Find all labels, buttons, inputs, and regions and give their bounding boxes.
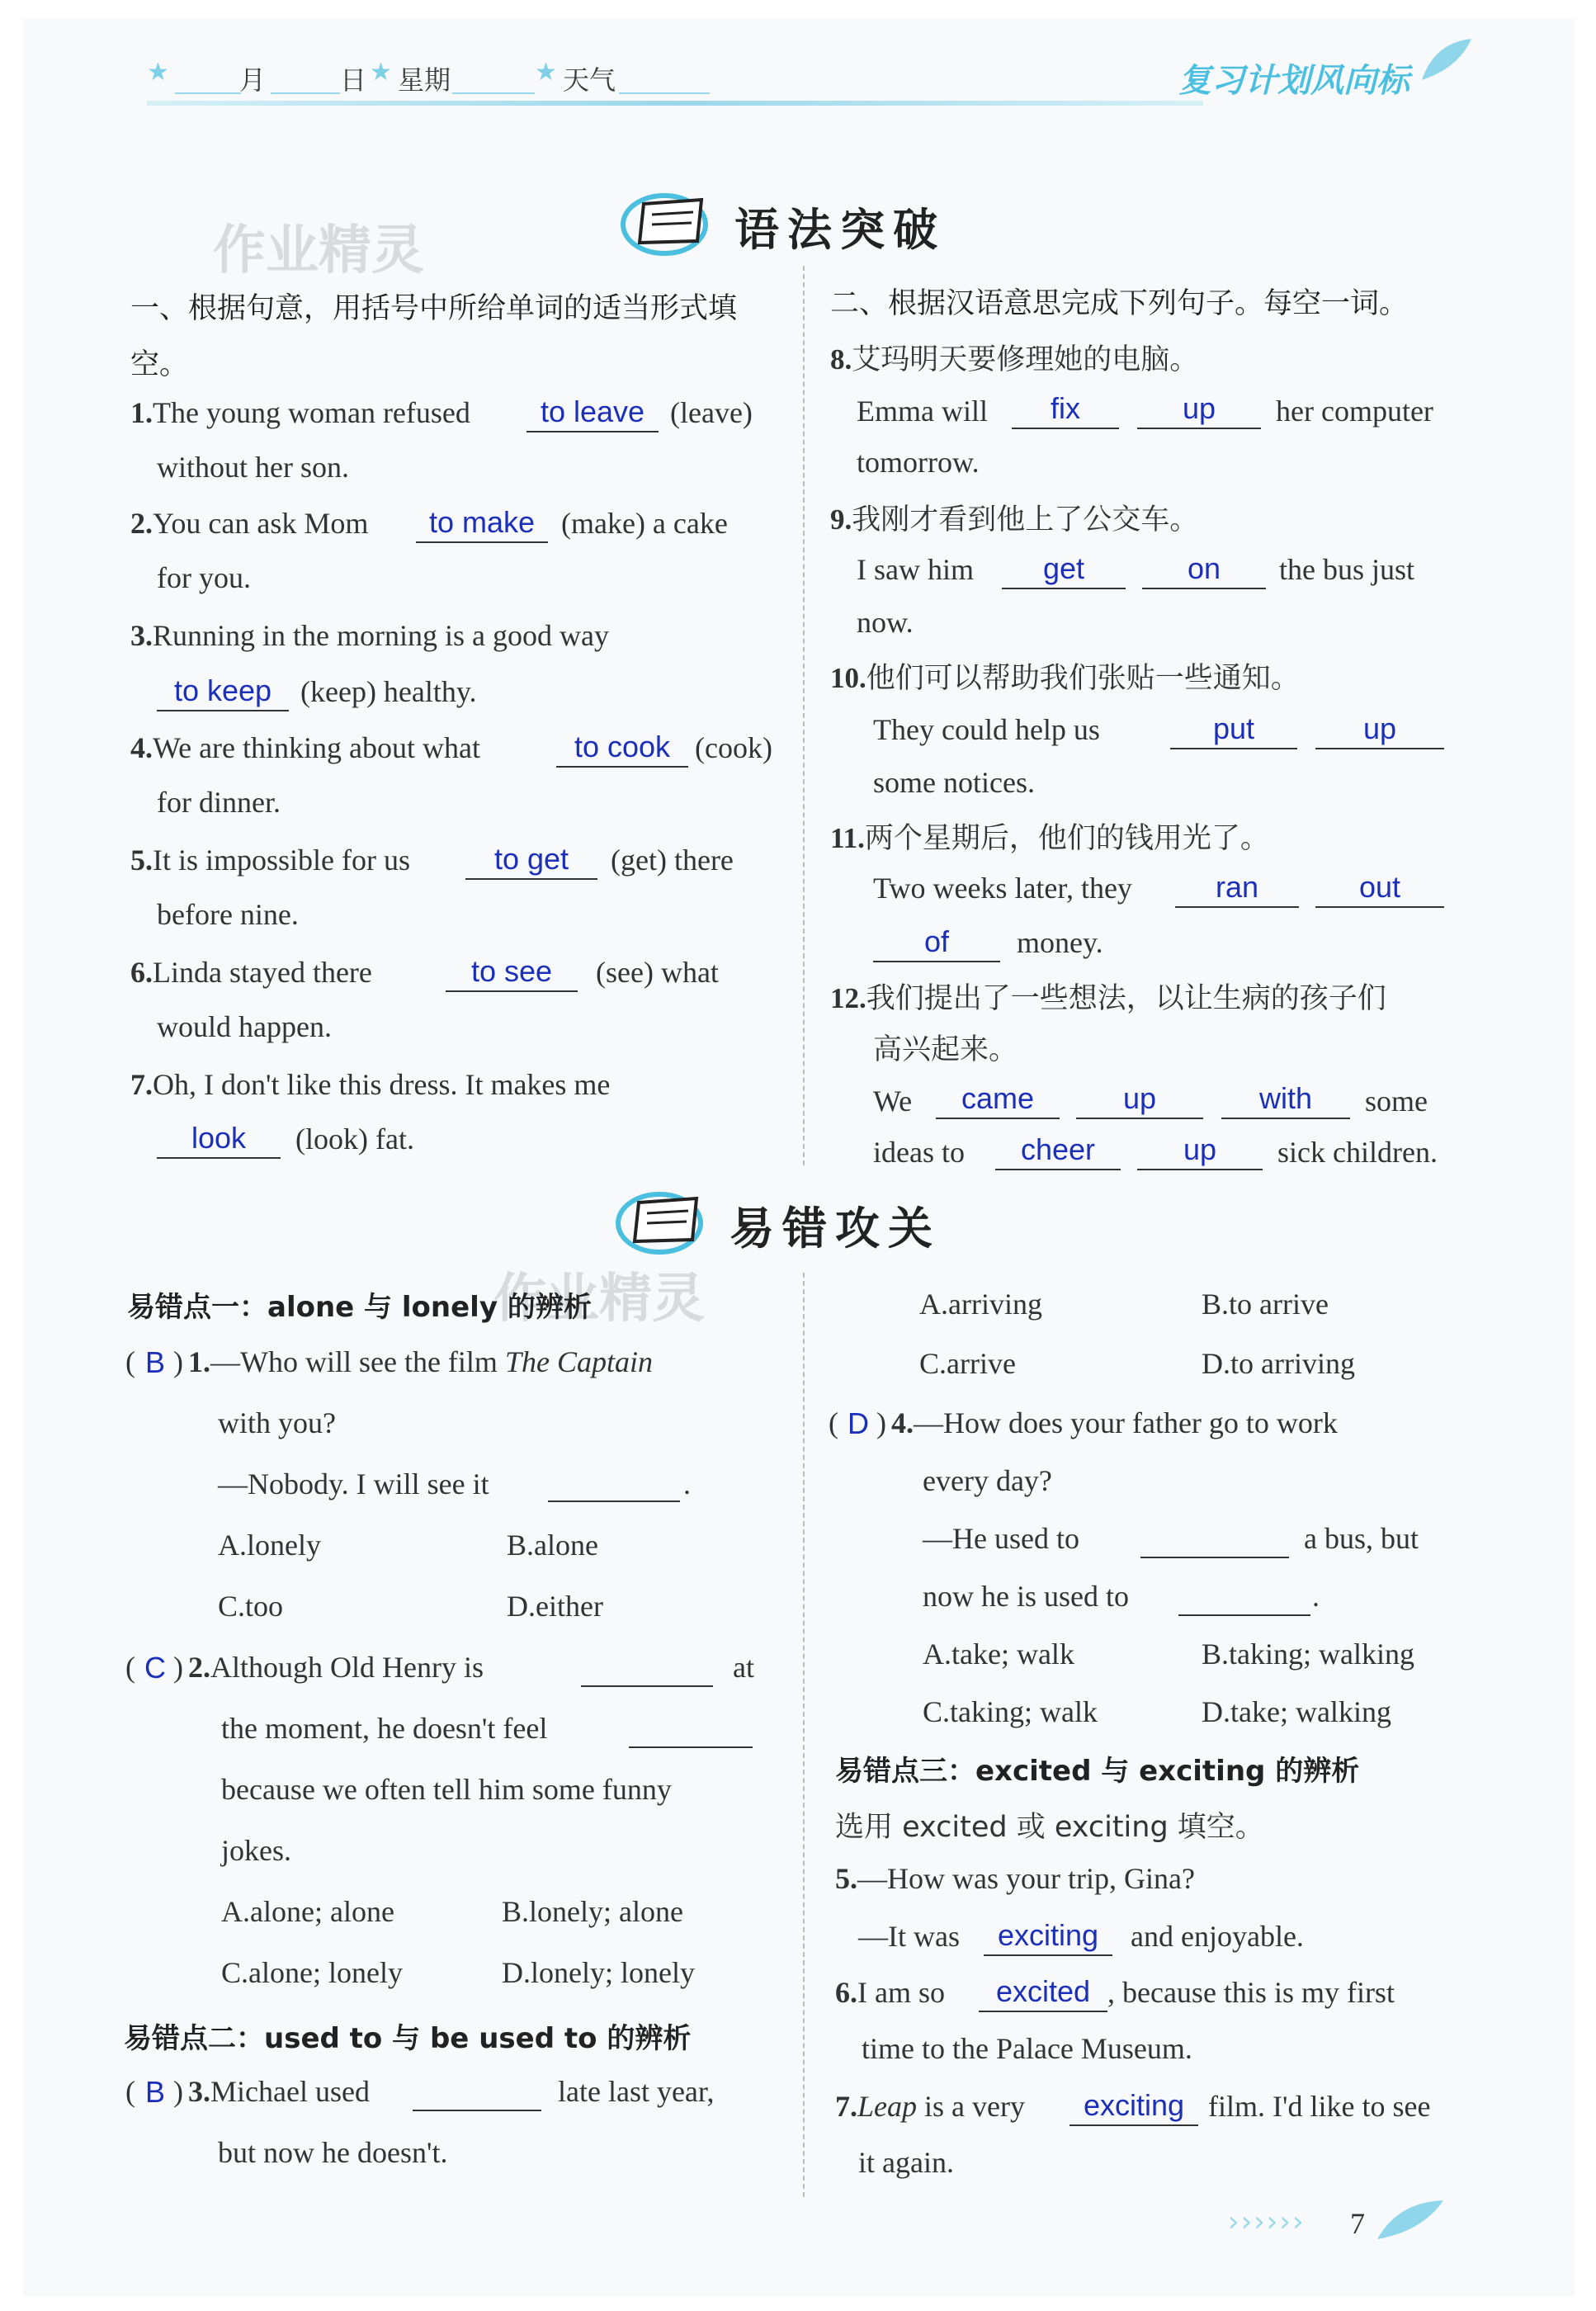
month-label: 月 <box>239 64 267 96</box>
choice-answer-3: B <box>144 2075 165 2109</box>
page-number: 7 <box>1350 2207 1365 2240</box>
answer-5: to get <box>493 842 569 876</box>
weekday-label: 星期 <box>398 64 451 96</box>
option-d: D.lonely; lonely <box>502 1956 695 1989</box>
section-title-grammar: 语法突破 <box>734 204 946 256</box>
option-a: A.arriving <box>919 1288 1042 1321</box>
answer-8b: up <box>1182 391 1216 425</box>
choice-answer-2: C <box>144 1651 166 1685</box>
question-1: 1.The young woman refused <box>130 396 470 429</box>
question-11: 11.两个星期后，他们的钱用光了。 <box>830 822 1269 855</box>
question-7: 7.Oh, I don't like this dress. It makes me <box>130 1068 611 1101</box>
weather-label: 天气 <box>563 64 616 96</box>
point-3-instruction: 选用 excited 或 exciting 填空。 <box>835 1811 1264 1844</box>
section-title-mistakes: 易错攻关 <box>730 1203 941 1255</box>
option-d: D.either <box>507 1590 603 1623</box>
question-9: 9.我刚才看到他上了公交车。 <box>830 503 1199 536</box>
answer-4: to cook <box>574 730 671 763</box>
answer-8a: fix <box>1051 391 1080 425</box>
choice-answer-4: D <box>848 1406 869 1440</box>
footer-arrows: ›››››› <box>1228 2205 1306 2238</box>
star-icon: ★ <box>535 59 557 86</box>
question-12: 12.我们提出了一些想法，以让生病的孩子们 <box>830 982 1386 1015</box>
answer-12b: up <box>1122 1081 1157 1115</box>
star-icon: ★ <box>370 59 392 86</box>
choice-answer-1: B <box>144 1345 165 1379</box>
question-3: 3.Running in the morning is a good way <box>130 619 609 652</box>
option-b: B.alone <box>507 1529 598 1562</box>
option-d: D.take; walking <box>1202 1695 1391 1728</box>
question-8: 8.艾玛明天要修理她的电脑。 <box>830 343 1199 376</box>
mc-question-2: 2.Although Old Henry is <box>188 1651 484 1684</box>
leaf-icon <box>1418 35 1476 84</box>
page-header <box>23 18 1575 109</box>
answer-3: to keep <box>173 673 272 707</box>
answer-11c: of <box>923 924 950 958</box>
folder-icon <box>619 183 726 258</box>
watermark: 作业精灵 <box>493 1269 705 1330</box>
answer-q6: excited <box>995 1974 1091 2008</box>
error-point-1: 易错点一：alone 与 lonely 的辨析 <box>127 1291 592 1324</box>
fill-question-5: 5.—How was your trip, Gina? <box>835 1862 1195 1895</box>
answer-12c: with <box>1258 1081 1313 1115</box>
question-2: 2.You can ask Mom <box>130 507 369 540</box>
answer-10b: up <box>1362 711 1397 745</box>
option-c: C.taking; walk <box>923 1695 1098 1728</box>
question-4: 4.We are thinking about what <box>130 731 480 764</box>
answer-12a: came <box>961 1081 1035 1115</box>
star-icon: ★ <box>147 59 169 86</box>
option-a: A.lonely <box>218 1529 321 1562</box>
answer-11b: out <box>1358 870 1401 904</box>
answer-q5: exciting <box>997 1918 1099 1952</box>
watermark: 作业精灵 <box>213 220 424 281</box>
question-6: 6.Linda stayed there <box>130 956 372 989</box>
answer-11a: ran <box>1215 870 1259 904</box>
day-label: 日 <box>340 64 367 96</box>
answer-9b: on <box>1187 551 1221 585</box>
option-b: B.lonely; alone <box>502 1895 683 1928</box>
mc-question-1: 1.—Who will see the film The Captain <box>188 1345 653 1378</box>
option-c: C.arrive <box>919 1347 1016 1380</box>
answer-6: to see <box>470 954 553 988</box>
answer-10a: put <box>1212 711 1255 745</box>
folder-icon <box>614 1182 721 1256</box>
mc-question-4: 4.—How does your father go to work <box>891 1406 1338 1439</box>
option-c: C.too <box>218 1590 284 1623</box>
brand-logo: 复习计划风向标 <box>1178 62 1409 100</box>
answer-7: look <box>191 1121 247 1155</box>
workbook-page: ★ 月 日 ★ 星期 ★ 天气 复习计划风向标 作业精灵 语法突破 一、根据句意，用括号中所给单词的适当形式填空。 二、根据汉语意思完成下列句子。每空一词。 1.The young woman refused to leave (leave) without her son. 2.You can ask Mom to make (make) a cake for you. 3.Running in the morning is a good way to keep (keep) healthy. 4.We are thinking about what to cook (cook) for dinner. 5.It is impossible for us to get (get) there before nine. 6.Linda stayed there to see (see) what would happen. 7.Oh, I don't like this dress. It makes me look (look) fat. 8.艾玛明天要修理她的电脑。 Emma will fix up her computer tomorrow. 9.我刚才看到他上了公交车。 I saw him get on the bus just now. 10.他们可以帮助我们张贴一些通知。 They could help us put up some notices. 11.两个星期后，他们的钱用光了。 Two weeks later, they ran out of money. 12.我们提出了一些想法，以让生病的孩子们 高兴起来。 We came up with some ideas to cheer up sick children. 易错攻关 作业精灵 易错点一：alone 与 lonely 的辨析 ( B ) 1.—Who will see the film The Captain with you? —Nobody. I will see it . A.lonely B.alone C.too D.either ( C ) 2.Although Old Henry is at the moment, he doesn't feel because we often tell him some funny jokes. A.alone; alone B.lonely; alone C.alone; lonely D.lonely; lonely 易错点二：used to 与 be used to 的辨析 ( B ) 3.Michael used late last year, but now he doesn't. A.arriving B.to arrive C.arrive D.to arriving ( D ) 4.—How does your father go to work every day? —He used to a bus, but now he is used to . A.take; walk B.taking; walking C.taking; walk D.take; walking 易错点三：excited 与 exciting 的辨析 选用 excited 或 exciting 填空。 5.—How was your trip, Gina? —It was exciting and enjoyable. 6.I am so excited , because this is my first time to the Palace Museum. 7.Leap is a very exciting film. I'd like to see it again. ›››››› 7 <box>23 18 1575 2296</box>
fill-question-7: 7.Leap is a very <box>835 2090 1025 2123</box>
leaf-icon <box>1373 2194 1447 2243</box>
option-a: A.take; walk <box>923 1638 1074 1671</box>
error-point-2: 易错点二：used to 与 be used to 的辨析 <box>124 2022 692 2055</box>
option-d: D.to arriving <box>1202 1347 1355 1380</box>
question-5: 5.It is impossible for us <box>130 844 410 877</box>
option-a: A.alone; alone <box>221 1895 394 1928</box>
option-b: B.taking; walking <box>1202 1638 1414 1671</box>
answer-2: to make <box>428 505 536 539</box>
option-c: C.alone; lonely <box>221 1956 403 1989</box>
right-instruction: 二、根据汉语意思完成下列句子。每空一词。 <box>830 287 1409 320</box>
mc-question-3: 3.Michael used <box>188 2075 370 2108</box>
fill-question-6: 6.I am so <box>835 1976 945 2009</box>
answer-12e: up <box>1183 1132 1217 1166</box>
error-point-3: 易错点三：excited 与 exciting 的辨析 <box>835 1755 1360 1788</box>
answer-9a: get <box>1042 551 1085 585</box>
left-instruction: 一、根据句意，用括号中所给单词的适当形式填空。 <box>130 292 738 381</box>
answer-1: to leave <box>540 395 645 428</box>
answer-q7: exciting <box>1083 2088 1185 2122</box>
question-10: 10.他们可以帮助我们张贴一些通知。 <box>830 662 1300 695</box>
answer-12d: cheer <box>1020 1132 1096 1166</box>
option-b: B.to arrive <box>1202 1288 1329 1321</box>
